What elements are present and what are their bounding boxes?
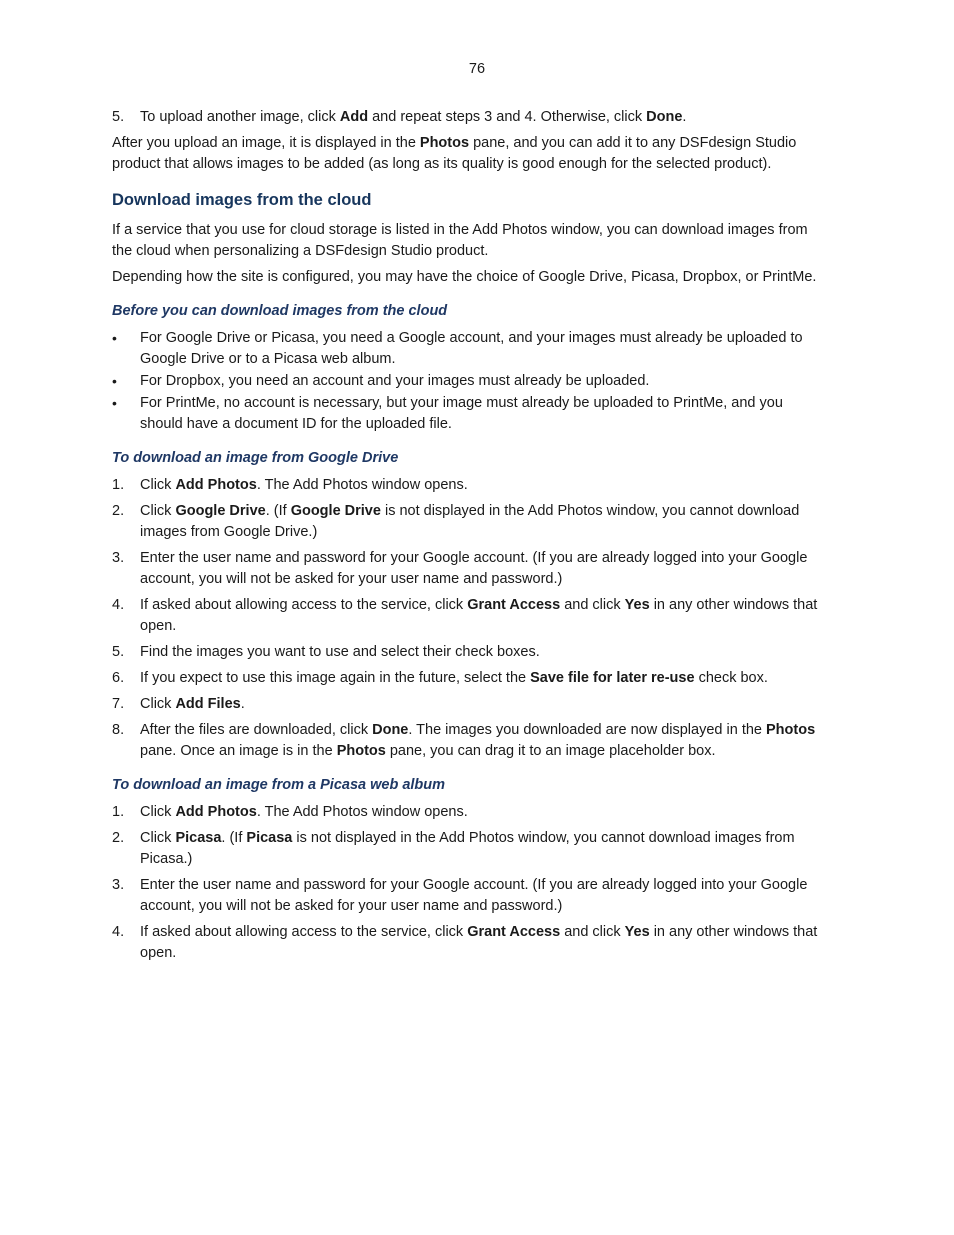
bullet-symbol: • <box>112 395 117 411</box>
step-text: To upload another image, click Add and repeat steps 3 and 4. Otherwise, click Done. <box>140 109 687 125</box>
step-item <box>112 548 824 590</box>
step-item <box>112 802 824 823</box>
step-item <box>112 107 824 128</box>
subsection-heading-before: Before you can download images from the cloud <box>112 303 448 319</box>
bullet-item <box>112 393 824 435</box>
step-number: 7. <box>112 696 125 712</box>
step-number: 5. <box>112 644 125 660</box>
step-number: 3. <box>112 877 125 893</box>
step-number: 2. <box>112 830 125 846</box>
section-heading: Download images from the cloud <box>112 191 372 209</box>
step-item <box>112 828 824 870</box>
step-number: 1. <box>112 477 125 493</box>
step-number: 5. <box>112 109 125 125</box>
step-item <box>112 595 824 637</box>
step-text: Enter the user name and password for your Google account. (If you are already logged into your Google account, you will not be asked for your user name and password.) <box>140 550 808 587</box>
bullet-symbol: • <box>112 373 117 389</box>
step-item <box>112 720 824 762</box>
bullet-item <box>112 328 824 370</box>
step-text: If you expect to use this image again in the future, select the Save file for later re-use check box. <box>140 670 768 686</box>
step-number: 6. <box>112 670 125 686</box>
bullet-text: For PrintMe, no account is necessary, but your image must already be uploaded to PrintMe, and you should have a document ID for the uploaded file. <box>140 395 783 432</box>
step-text: Click Add Photos. The Add Photos window opens. <box>140 477 468 493</box>
after-upload-paragraph: After you upload an image, it is displayed in the Photos pane, and you can add it to any DSFdesign Studio product that allows images to be added (as long as its quality is good enough for the selected product). <box>112 135 797 172</box>
step-text: Click Add Photos. The Add Photos window opens. <box>140 804 468 820</box>
step-text: Enter the user name and password for your Google account. (If you are already logged into your Google account, you will not be asked for your user name and password.) <box>140 877 808 914</box>
subsection-heading-picasa: To download an image from a Picasa web album <box>112 777 446 793</box>
step-item <box>112 475 824 496</box>
bullet-item <box>112 371 824 392</box>
step-item <box>112 668 824 689</box>
step-text: If asked about allowing access to the service, click Grant Access and click Yes in any other windows that open. <box>140 924 818 961</box>
step-item <box>112 642 824 663</box>
subsection-heading-google-drive: To download an image from Google Drive <box>112 450 399 466</box>
step-item <box>112 875 824 917</box>
step-text: If asked about allowing access to the service, click Grant Access and click Yes in any other windows that open. <box>140 597 818 634</box>
page-number: 76 <box>468 61 486 77</box>
bullet-text: For Dropbox, you need an account and your images must already be uploaded. <box>140 373 650 389</box>
step-number: 4. <box>112 597 125 613</box>
step-number: 4. <box>112 924 125 940</box>
step-item <box>112 501 824 543</box>
step-text: Click Google Drive. (If Google Drive is not displayed in the Add Photos window, you cannot download images from Google Drive.) <box>140 503 800 540</box>
step-item <box>112 694 824 715</box>
step-number: 8. <box>112 722 125 738</box>
bullet-symbol: • <box>112 330 117 346</box>
section-paragraph: Depending how the site is configured, you may have the choice of Google Drive, Picasa, Dropbox, or PrintMe. <box>112 269 817 285</box>
step-text: Find the images you want to use and select their check boxes. <box>140 644 540 660</box>
section-paragraph: If a service that you use for cloud storage is listed in the Add Photos window, you can download images from the cloud when personalizing a DSFdesign Studio product. <box>112 222 808 259</box>
step-text: After the files are downloaded, click Done. The images you downloaded are now displayed in the Photos pane. Once an image is in the Photos pane, you can drag it to an image placeholder box. <box>140 722 816 759</box>
step-text: Click Add Files. <box>140 696 245 712</box>
step-text: Click Picasa. (If Picasa is not displayed in the Add Photos window, you cannot download images from Picasa.) <box>140 830 795 867</box>
bullet-text: For Google Drive or Picasa, you need a Google account, and your images must already be uploaded to Google Drive or to a Picasa web album. <box>140 330 803 367</box>
step-number: 3. <box>112 550 125 566</box>
page-content <box>112 107 824 969</box>
step-number: 2. <box>112 503 125 519</box>
step-number: 1. <box>112 804 125 820</box>
step-item <box>112 922 824 964</box>
